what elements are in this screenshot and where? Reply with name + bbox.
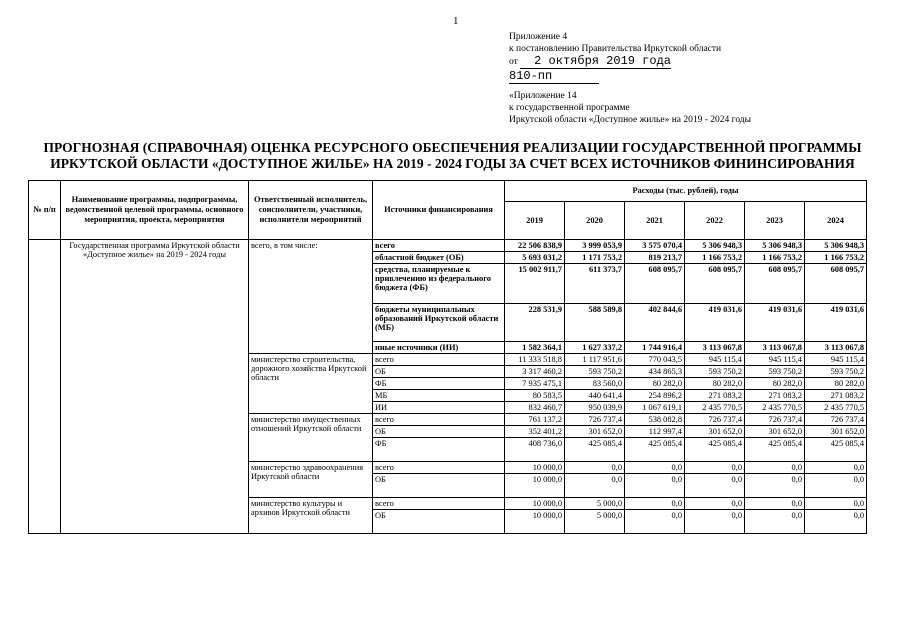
value-cell: 0,0 bbox=[745, 510, 805, 534]
date-prefix: от bbox=[509, 57, 518, 67]
value-cell: 5 306 948,3 bbox=[685, 240, 745, 252]
header-year: 2021 bbox=[625, 202, 685, 240]
value-cell: 3 113 067,8 bbox=[805, 342, 867, 354]
header-year: 2020 bbox=[565, 202, 625, 240]
value-cell: 2 435 770,5 bbox=[745, 402, 805, 414]
value-cell: 0,0 bbox=[625, 474, 685, 498]
value-cell: 1 166 753,2 bbox=[685, 252, 745, 264]
value-cell: 588 589,8 bbox=[565, 304, 625, 342]
source-cell: ОБ bbox=[373, 366, 505, 378]
source-cell: ФБ bbox=[373, 438, 505, 462]
value-cell: 0,0 bbox=[565, 462, 625, 474]
value-cell: 228 531,9 bbox=[505, 304, 565, 342]
value-cell: 0,0 bbox=[625, 498, 685, 510]
source-cell: МБ bbox=[373, 390, 505, 402]
source-cell: ОБ bbox=[373, 510, 505, 534]
value-cell: 5 000,0 bbox=[565, 510, 625, 534]
value-cell: 608 095,7 bbox=[805, 264, 867, 304]
value-cell: 419 031,6 bbox=[805, 304, 867, 342]
value-cell: 11 333 518,8 bbox=[505, 354, 565, 366]
value-cell: 112 997,4 bbox=[625, 426, 685, 438]
row-number-cell bbox=[29, 240, 61, 534]
page-number: 1 bbox=[453, 15, 459, 27]
value-cell: 726 737,4 bbox=[745, 414, 805, 426]
value-cell: 0,0 bbox=[685, 462, 745, 474]
source-cell: бюджеты муниципальных образований Иркутской области (МБ) bbox=[373, 304, 505, 342]
value-cell: 1 166 753,2 bbox=[805, 252, 867, 264]
decree-date: 2 октября 2019 года bbox=[520, 54, 671, 69]
value-cell: 1 117 951,6 bbox=[565, 354, 625, 366]
source-cell: всего bbox=[373, 414, 505, 426]
value-cell: 425 085,4 bbox=[685, 438, 745, 462]
decree-number: 810-пп bbox=[509, 70, 599, 84]
value-cell: 80 282,0 bbox=[685, 378, 745, 390]
executor-cell: министерство строительства, дорожного хозяйства Иркутской области bbox=[249, 354, 373, 414]
value-cell: 419 031,6 bbox=[685, 304, 745, 342]
source-cell: ОБ bbox=[373, 474, 505, 498]
value-cell: 22 506 838,9 bbox=[505, 240, 565, 252]
value-cell: 0,0 bbox=[805, 462, 867, 474]
value-cell: 726 737,4 bbox=[565, 414, 625, 426]
value-cell: 80 282,0 bbox=[745, 378, 805, 390]
value-cell: 271 083,2 bbox=[805, 390, 867, 402]
source-cell: всего bbox=[373, 462, 505, 474]
value-cell: 0,0 bbox=[745, 498, 805, 510]
value-cell: 0,0 bbox=[625, 510, 685, 534]
header-year: 2024 bbox=[805, 202, 867, 240]
value-cell: 10 000,0 bbox=[505, 462, 565, 474]
value-cell: 726 737,4 bbox=[805, 414, 867, 426]
value-cell: 3 113 067,8 bbox=[685, 342, 745, 354]
program-name-cell: Государственная программа Иркутской области «Доступное жилье» на 2019 - 2024 годы bbox=[61, 240, 249, 534]
value-cell: 425 085,4 bbox=[625, 438, 685, 462]
source-cell: областной бюджет (ОБ) bbox=[373, 252, 505, 264]
value-cell: 593 750,2 bbox=[745, 366, 805, 378]
value-cell: 0,0 bbox=[805, 498, 867, 510]
value-cell: 608 095,7 bbox=[685, 264, 745, 304]
value-cell: 434 865,3 bbox=[625, 366, 685, 378]
title-line2: ИРКУТСКОЙ ОБЛАСТИ «ДОСТУПНОЕ ЖИЛЬЕ» НА 2019 - 2024 ГОДЫ ЗА СЧЕТ ВСЕХ ИСТОЧНИКОВ ФИНИНСИРОВАНИЯ bbox=[50, 156, 855, 171]
value-cell: 0,0 bbox=[685, 510, 745, 534]
value-cell: 593 750,2 bbox=[565, 366, 625, 378]
value-cell: 408 736,0 bbox=[505, 438, 565, 462]
value-cell: 538 082,8 bbox=[625, 414, 685, 426]
value-cell: 1 582 364,1 bbox=[505, 342, 565, 354]
value-cell: 945 115,4 bbox=[805, 354, 867, 366]
value-cell: 5 306 948,3 bbox=[805, 240, 867, 252]
value-cell: 0,0 bbox=[625, 462, 685, 474]
value-cell: 419 031,6 bbox=[745, 304, 805, 342]
resource-table bbox=[28, 180, 867, 534]
source-cell: ОБ bbox=[373, 426, 505, 438]
source-cell: всего bbox=[373, 354, 505, 366]
value-cell: 440 641,4 bbox=[565, 390, 625, 402]
value-cell: 271 083,2 bbox=[685, 390, 745, 402]
value-cell: 0,0 bbox=[685, 474, 745, 498]
value-cell: 608 095,7 bbox=[745, 264, 805, 304]
value-cell: 3 999 053,9 bbox=[565, 240, 625, 252]
value-cell: 352 401,2 bbox=[505, 426, 565, 438]
header-expenses: Расходы (тыс. рублей), годы bbox=[505, 181, 867, 202]
appendix-line1: Приложение 4 bbox=[509, 32, 568, 42]
value-cell: 0,0 bbox=[805, 510, 867, 534]
value-cell: 3 575 070,4 bbox=[625, 240, 685, 252]
appendix-line2: к постановлению Правительства Иркутской области bbox=[509, 44, 722, 54]
source-cell: ФБ bbox=[373, 378, 505, 390]
executor-cell: всего, в том числе: bbox=[249, 240, 373, 354]
value-cell: 5 000,0 bbox=[565, 498, 625, 510]
source-cell: ИИ bbox=[373, 402, 505, 414]
value-cell: 1 627 337,2 bbox=[565, 342, 625, 354]
value-cell: 80 282,0 bbox=[625, 378, 685, 390]
value-cell: 0,0 bbox=[805, 474, 867, 498]
header-executor: Ответственный исполнитель, соисполнители, участники, исполнители мероприятий bbox=[249, 181, 373, 240]
header-num: № п/п bbox=[29, 181, 61, 240]
value-cell: 593 750,2 bbox=[685, 366, 745, 378]
header-year: 2023 bbox=[745, 202, 805, 240]
value-cell: 2 435 770,5 bbox=[685, 402, 745, 414]
value-cell: 832 460,7 bbox=[505, 402, 565, 414]
executor-cell: министерство здравоохранения Иркутской области bbox=[249, 462, 373, 498]
header-name: Наименование программы, подпрограммы, ведомственной целевой программы, основного мероприятия, проекта, мероприятия bbox=[61, 181, 249, 240]
appendix-line3: «Приложение 14 bbox=[509, 91, 577, 101]
value-cell: 425 085,4 bbox=[745, 438, 805, 462]
value-cell: 254 896,2 bbox=[625, 390, 685, 402]
source-cell: всего bbox=[373, 240, 505, 252]
appendix-line4: к государственной программе bbox=[509, 103, 630, 113]
executor-cell: министерство имущественных отношений Иркутской области bbox=[249, 414, 373, 462]
value-cell: 1 166 753,2 bbox=[745, 252, 805, 264]
value-cell: 611 373,7 bbox=[565, 264, 625, 304]
value-cell: 1 067 619,1 bbox=[625, 402, 685, 414]
table-body bbox=[29, 240, 867, 534]
value-cell: 0,0 bbox=[745, 474, 805, 498]
value-cell: 83 560,0 bbox=[565, 378, 625, 390]
header-source: Источники финансирования bbox=[373, 181, 505, 240]
value-cell: 7 935 475,1 bbox=[505, 378, 565, 390]
value-cell: 819 213,7 bbox=[625, 252, 685, 264]
value-cell: 10 000,0 bbox=[505, 498, 565, 510]
value-cell: 5 306 948,3 bbox=[745, 240, 805, 252]
value-cell: 593 750,2 bbox=[805, 366, 867, 378]
appendix-line5: Иркутской области «Доступное жилье» на 2019 - 2024 годы bbox=[509, 115, 752, 125]
value-cell: 945 115,4 bbox=[685, 354, 745, 366]
value-cell: 726 737,4 bbox=[685, 414, 745, 426]
appendix-date-row bbox=[509, 55, 751, 68]
value-cell: 10 000,0 bbox=[505, 474, 565, 498]
value-cell: 3 317 460,2 bbox=[505, 366, 565, 378]
header-year: 2022 bbox=[685, 202, 745, 240]
value-cell: 950 039,9 bbox=[565, 402, 625, 414]
table-row bbox=[29, 240, 867, 252]
value-cell: 301 652,0 bbox=[685, 426, 745, 438]
value-cell: 80 282,0 bbox=[805, 378, 867, 390]
document-title bbox=[0, 140, 905, 172]
value-cell: 301 652,0 bbox=[805, 426, 867, 438]
value-cell: 425 085,4 bbox=[565, 438, 625, 462]
executor-cell: министерство культуры и архивов Иркутской области bbox=[249, 498, 373, 534]
value-cell: 0,0 bbox=[745, 462, 805, 474]
value-cell: 0,0 bbox=[685, 498, 745, 510]
value-cell: 5 693 031,2 bbox=[505, 252, 565, 264]
appendix-block bbox=[509, 31, 751, 126]
source-cell: средства, планируемые к привлечению из федерального бюджета (ФБ) bbox=[373, 264, 505, 304]
value-cell: 301 652,0 bbox=[745, 426, 805, 438]
value-cell: 2 435 770,5 bbox=[805, 402, 867, 414]
value-cell: 1 171 753,2 bbox=[565, 252, 625, 264]
value-cell: 10 000,0 bbox=[505, 510, 565, 534]
header-year: 2019 bbox=[505, 202, 565, 240]
value-cell: 945 115,4 bbox=[745, 354, 805, 366]
value-cell: 271 083,2 bbox=[745, 390, 805, 402]
value-cell: 80 583,5 bbox=[505, 390, 565, 402]
value-cell: 3 113 067,8 bbox=[745, 342, 805, 354]
value-cell: 301 652,0 bbox=[565, 426, 625, 438]
value-cell: 425 085,4 bbox=[805, 438, 867, 462]
value-cell: 761 137,2 bbox=[505, 414, 565, 426]
value-cell: 770 043,5 bbox=[625, 354, 685, 366]
value-cell: 15 002 911,7 bbox=[505, 264, 565, 304]
value-cell: 1 744 916,4 bbox=[625, 342, 685, 354]
source-cell: всего bbox=[373, 498, 505, 510]
value-cell: 402 844,6 bbox=[625, 304, 685, 342]
value-cell: 0,0 bbox=[565, 474, 625, 498]
value-cell: 608 095,7 bbox=[625, 264, 685, 304]
title-line1: ПРОГНОЗНАЯ (СПРАВОЧНАЯ) ОЦЕНКА РЕСУРСНОГО ОБЕСПЕЧЕНИЯ РЕАЛИЗАЦИИ ГОСУДАРСТВЕННОЙ ПРОГРАММЫ bbox=[43, 140, 862, 155]
source-cell: иные источники (ИИ) bbox=[373, 342, 505, 354]
